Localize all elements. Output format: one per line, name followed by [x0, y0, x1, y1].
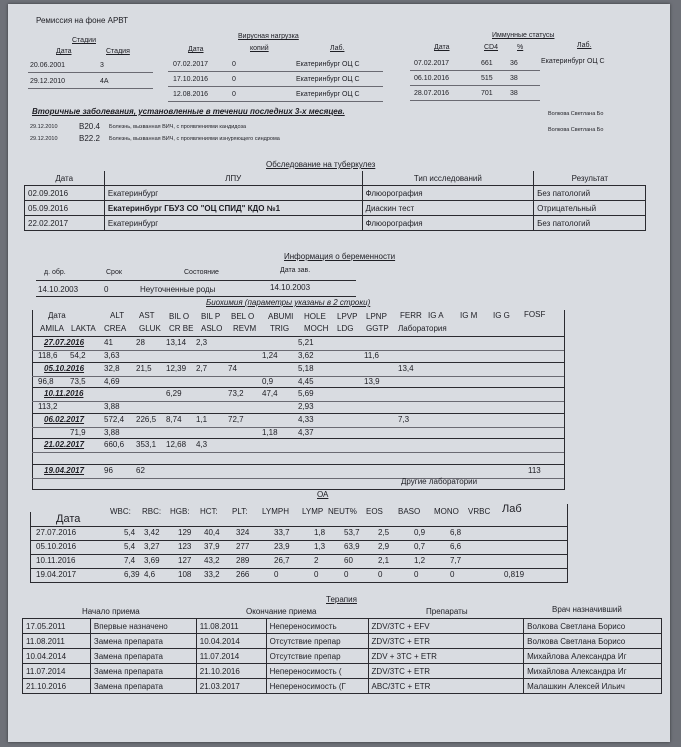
therapy-table: [22, 618, 662, 694]
viral-lab: Екатеринбург ОЦ С: [296, 76, 360, 83]
biochem-value: 71,9: [70, 427, 86, 437]
oa-col: WBC:: [110, 507, 131, 516]
biochem-col: AMILA: [40, 324, 65, 333]
oa-value: 23,9: [274, 542, 290, 551]
therapy-start-date: 11.07.2014: [23, 664, 91, 679]
oa-col: Лаб: [502, 503, 522, 515]
therapy-drugs: ZDV + 3TC + ETR: [368, 649, 524, 664]
pregnancy-title: Информация о беременности: [284, 252, 396, 261]
biochem-col: CREA: [104, 324, 127, 333]
biochem-value: 72,7: [228, 414, 244, 424]
therapy-col-end: Окончание приема: [246, 607, 317, 616]
pregnancy-col-state: Состояние: [184, 269, 219, 276]
therapy-end-date: 10.04.2014: [196, 634, 266, 649]
biochem-value: 12,39: [166, 363, 187, 373]
biochem-date: 21.02.2017: [44, 440, 85, 449]
biochem-value: 3,88: [104, 402, 120, 411]
secondary-text: Болезнь, вызванная ВИЧ, с проявлениями кандидоза: [109, 124, 247, 130]
viral-date: 07.02.2017: [173, 61, 209, 68]
biochem-value: 73,5: [70, 376, 86, 386]
oa-value: 5,4: [124, 528, 136, 537]
biochem-value: 6,29: [166, 389, 182, 398]
therapy-start-reason: Замена препарата: [90, 679, 196, 694]
therapy-title: Терапия: [326, 595, 357, 604]
stages-title: Стадии: [72, 37, 96, 44]
immune-percent: 36: [510, 60, 518, 67]
oa-value: 6,39: [124, 570, 140, 579]
pregnancy-col-close: Дата зав.: [280, 267, 311, 274]
biochem-value: 4,33: [298, 414, 314, 424]
biochem-col: BIL P: [201, 312, 221, 321]
biochem-value: 7,3: [398, 414, 410, 424]
stages-col-stage: Стадия: [106, 48, 130, 55]
biochem-date: 19.04.2017: [44, 465, 85, 475]
page-title: Ремиссия на фоне АРВТ: [36, 16, 128, 25]
oa-col: VRBC: [468, 507, 491, 516]
oa-value: 123: [178, 542, 192, 551]
therapy-drugs: ZDV/3TC + ETR: [368, 664, 524, 679]
pregnancy-date: 14.10.2003: [38, 285, 79, 294]
oa-value: 10.11.2016: [36, 556, 76, 565]
viral-lab: Екатеринбург ОЦ С: [296, 61, 360, 68]
table-row: [23, 679, 662, 694]
secondary-doctor: Волкова Светлана Бо: [548, 111, 604, 117]
viral-copies: 0: [232, 91, 236, 98]
oa-value: 43,2: [204, 556, 220, 565]
oa-value: 3,69: [144, 556, 160, 565]
tb-date: 05.09.2016: [25, 201, 105, 216]
biochem-value: 47,4: [262, 389, 278, 398]
tb-result: Без патологий: [534, 186, 646, 201]
table-row: [23, 664, 662, 679]
tb-col-result: Результат: [534, 171, 646, 186]
tb-title: Обследование на туберкулез: [266, 160, 376, 169]
biochem-col: LPNP: [366, 312, 387, 321]
stage-value: 4А: [100, 78, 109, 85]
oa-value: 266: [236, 570, 250, 579]
biochem-value: 118,6: [38, 351, 58, 360]
biochem-col: ALT: [110, 311, 125, 320]
oa-value: 33,2: [204, 570, 220, 579]
viral-col-date: Дата: [188, 46, 204, 53]
biochem-value: 11,6: [364, 351, 379, 360]
document-sheet: [8, 4, 670, 742]
therapy-end-reason: Непереносимость: [266, 619, 368, 634]
therapy-start-reason: Замена препарата: [90, 664, 196, 679]
stages-col-date: Дата: [56, 48, 72, 55]
biochem-value: 660,6: [104, 440, 125, 449]
oa-value: 127: [178, 556, 192, 565]
viral-date: 12.08.2016: [173, 91, 209, 98]
biochem-title: Биохимия (параметры указаны в 2 строки): [206, 298, 371, 307]
oa-value: 108: [178, 570, 192, 579]
biochem-col: TRIG: [270, 324, 290, 333]
therapy-end-date: 11.07.2014: [196, 649, 266, 664]
oa-value: 6,8: [450, 528, 462, 537]
oa-value: 0,819: [504, 570, 525, 579]
oa-value: 0: [344, 570, 349, 579]
oa-value: 4,6: [144, 570, 156, 579]
biochem-col: LPVP: [337, 312, 358, 321]
biochem-value: 12,68: [166, 440, 187, 449]
secondary-date: 29.12.2010: [30, 124, 58, 130]
oa-col: LYMPH: [262, 507, 289, 516]
biochem-value: 4,45: [298, 376, 314, 386]
biochem-value: 28: [136, 338, 145, 347]
biochem-value: 21,5: [136, 363, 152, 373]
therapy-doctor: Волкова Светлана Борисо: [524, 634, 662, 649]
biochem-col: IG M: [460, 311, 478, 320]
oa-value: 6,6: [450, 542, 462, 551]
therapy-doctor: Малашкин Алексей Ильич: [524, 679, 662, 694]
biochem-col: FERR: [400, 311, 422, 320]
pregnancy-close-date: 14.10.2003: [270, 283, 311, 292]
therapy-start-date: 10.04.2014: [23, 649, 91, 664]
biochem-footer: Другие лаборатории: [401, 477, 478, 486]
oa-value: 7,4: [124, 556, 136, 565]
oa-value: 63,9: [344, 542, 360, 551]
oa-value: 129: [178, 528, 192, 537]
therapy-end-date: 21.03.2017: [196, 679, 266, 694]
therapy-start-date: 17.05.2011: [23, 619, 91, 634]
biochem-value: 74: [228, 363, 237, 373]
immune-col-lab: Лаб.: [577, 42, 592, 49]
stage-date: 20.06.2001: [30, 62, 66, 69]
biochem-value: 2,7: [196, 363, 208, 373]
biochem-date: 06.02.2017: [44, 414, 85, 424]
biochem-col: FOSF: [524, 310, 546, 319]
biochem-date: 05.10.2016: [44, 363, 85, 373]
oa-value: 0: [414, 570, 419, 579]
biochem-value: 353,1: [136, 440, 157, 449]
oa-col: HGB:: [170, 507, 190, 516]
oa-value: 5,4: [124, 542, 136, 551]
oa-col: Дата: [56, 513, 81, 525]
therapy-start-date: 21.10.2016: [23, 679, 91, 694]
viral-copies: 0: [232, 76, 236, 83]
biochem-value: 8,74: [166, 414, 182, 424]
oa-col: PLT:: [232, 507, 248, 516]
tb-date: 02.09.2016: [25, 186, 105, 201]
oa-value: 0: [450, 570, 455, 579]
biochem-col: BEL O: [231, 312, 255, 321]
therapy-doctor: Михайлова Александра Иг: [524, 649, 662, 664]
therapy-start-date: 11.08.2011: [23, 634, 91, 649]
biochem-col: AST: [139, 311, 155, 320]
table-row: [23, 634, 662, 649]
oa-value: 26,7: [274, 556, 290, 565]
biochem-col: LAKTA: [71, 324, 96, 333]
tb-col-lpu: ЛПУ: [104, 171, 362, 186]
viral-col-copies: копий: [250, 45, 269, 52]
oa-value: 19.04.2017: [36, 570, 77, 579]
therapy-start-reason: Замена препарата: [90, 634, 196, 649]
oa-value: 0: [378, 570, 383, 579]
viral-col-lab: Лаб.: [330, 45, 345, 52]
biochem-col: BIL O: [169, 312, 190, 321]
biochem-col: LDG: [337, 324, 354, 333]
biochem-col: Лаборатория: [398, 324, 447, 333]
pregnancy-term: 0: [104, 285, 109, 294]
secondary-doctor: Волкова Светлана Бо: [548, 127, 604, 133]
secondary-title: Вторичные заболевания, установленные в течении последних 3-х месяцев.: [32, 107, 345, 116]
oa-value: 0,9: [414, 528, 426, 537]
table-row: [25, 201, 646, 216]
therapy-doctor: Волкова Светлана Борисо: [524, 619, 662, 634]
biochem-value: 1,1: [196, 414, 208, 424]
immune-date: 07.02.2017: [414, 60, 450, 67]
biochem-value: 41: [104, 338, 113, 347]
oa-value: 1,8: [314, 528, 326, 537]
therapy-drugs: ZDV/3TC + EFV: [368, 619, 524, 634]
tb-result: Отрицательный: [534, 201, 646, 216]
biochem-value: 73,2: [228, 389, 244, 398]
therapy-drugs: ZDV/3TC + ETR: [368, 634, 524, 649]
viral-date: 17.10.2016: [173, 76, 209, 83]
therapy-end-reason: Непереносимость (: [266, 664, 368, 679]
biochem-col: GLUK: [139, 324, 161, 333]
oa-value: 324: [236, 528, 250, 537]
biochem-value: 572,4: [104, 414, 125, 424]
oa-col: LYMP: [302, 507, 324, 516]
immune-title: Иммунные статусы: [492, 32, 555, 39]
immune-date: 06.10.2016: [414, 75, 450, 82]
oa-value: 2,9: [378, 542, 390, 551]
biochem-value: 13,9: [364, 376, 380, 386]
tb-lpu: Екатеринбург: [104, 186, 362, 201]
viral-copies: 0: [232, 61, 236, 68]
biochem-value: 5,18: [298, 363, 314, 373]
oa-value: 277: [236, 542, 250, 551]
oa-value: 0,7: [414, 542, 426, 551]
oa-value: 60: [344, 556, 353, 565]
biochem-date: 27.07.2016: [44, 338, 85, 347]
biochem-value: 0,9: [262, 376, 274, 386]
tb-date: 22.02.2017: [25, 216, 105, 231]
biochem-value: 3,62: [298, 351, 314, 360]
therapy-end-date: 21.10.2016: [196, 664, 266, 679]
biochem-col: REVM: [233, 324, 257, 333]
biochem-value: 113: [528, 465, 541, 475]
oa-value: 2: [314, 556, 319, 565]
biochem-value: 32,8: [104, 363, 120, 373]
immune-percent: 38: [510, 75, 518, 82]
oa-value: 33,7: [274, 528, 290, 537]
oa-value: 53,7: [344, 528, 360, 537]
biochem-col: GGTP: [366, 324, 389, 333]
biochem-value: 4,3: [196, 440, 208, 449]
oa-value: 289: [236, 556, 250, 565]
biochem-col: IG G: [493, 311, 510, 320]
oa-title: ОА: [317, 490, 329, 499]
biochem-col: MOCH: [304, 324, 329, 333]
table-row: [23, 619, 662, 634]
biochem-value: 3,88: [104, 427, 120, 437]
secondary-code: B20.4: [79, 122, 100, 131]
biochem-col: CR BE: [169, 324, 194, 333]
biochem-value: 62: [136, 465, 145, 475]
immune-col-date: Дата: [434, 44, 450, 51]
biochem-col: ASLO: [201, 324, 223, 333]
biochem-value: 4,69: [104, 376, 120, 386]
oa-value: 40,4: [204, 528, 220, 537]
immune-date: 28.07.2016: [414, 90, 450, 97]
oa-col: EOS: [366, 507, 383, 516]
oa-col: RBC:: [142, 507, 162, 516]
biochem-value: 5,69: [298, 389, 314, 398]
biochem-col: Дата: [48, 311, 66, 320]
biochem-value: 2,93: [298, 402, 314, 411]
biochem-value: 113,2: [38, 402, 58, 411]
tb-type: Диаскин тест: [362, 201, 534, 216]
immune-percent: 38: [510, 90, 518, 97]
secondary-date: 29.12.2010: [30, 136, 58, 142]
table-row: [23, 649, 662, 664]
oa-value: 0: [274, 570, 279, 579]
table-row: [25, 186, 646, 201]
therapy-end-reason: Отсутствие препар: [266, 634, 368, 649]
pregnancy-col-date: д. обр.: [44, 269, 66, 276]
immune-cd4: 515: [481, 75, 493, 82]
stage-value: 3: [100, 62, 104, 69]
biochem-value: 226,5: [136, 414, 157, 424]
oa-value: 1,3: [314, 542, 326, 551]
tb-result: Без патологий: [534, 216, 646, 231]
biochem-col: HOLE: [304, 312, 326, 321]
stage-date: 29.12.2010: [30, 78, 66, 85]
secondary-code: B22.2: [79, 134, 100, 143]
biochem-value: 5,21: [298, 338, 314, 347]
immune-cd4: 661: [481, 60, 493, 67]
biochem-value: 2,3: [196, 338, 208, 347]
oa-value: 7,7: [450, 556, 462, 565]
oa-col: MONO: [434, 507, 459, 516]
table-row: [25, 216, 646, 231]
therapy-end-reason: Непереносимость (Г: [266, 679, 368, 694]
immune-lab: Екатеринбург ОЦ С: [541, 58, 605, 65]
therapy-start-reason: Впервые назначено: [90, 619, 196, 634]
biochem-value: 13,4: [398, 363, 414, 373]
biochem-value: 96: [104, 465, 113, 475]
secondary-text: Болезнь, вызванная ВИЧ, с проявлениями изнуряющего синдрома: [109, 136, 280, 142]
immune-col-cd4: CD4: [484, 44, 499, 51]
tb-col-type: Тип исследований: [362, 171, 534, 186]
oa-value: 27.07.2016: [36, 528, 77, 537]
oa-value: 05.10.2016: [36, 542, 77, 551]
oa-value: 2,5: [378, 528, 390, 537]
tb-type: Флюорография: [362, 186, 534, 201]
therapy-start-reason: Замена препарата: [90, 649, 196, 664]
pregnancy-col-term: Срок: [106, 269, 122, 276]
tb-lpu: Екатеринбург ГБУЗ СО "ОЦ СПИД" КДО №1: [104, 201, 362, 216]
biochem-value: 3,63: [104, 351, 120, 360]
oa-col: NEUT%: [328, 507, 357, 516]
oa-value: 3,27: [144, 542, 160, 551]
oa-value: 1,2: [414, 556, 426, 565]
oa-value: 3,42: [144, 528, 160, 537]
biochem-value: 4,37: [298, 427, 314, 437]
therapy-end-date: 11.08.2011: [196, 619, 266, 634]
oa-value: 0: [314, 570, 319, 579]
biochem-value: 1,24: [262, 351, 278, 360]
therapy-col-drugs: Препараты: [426, 607, 468, 616]
biochem-col: IG A: [428, 311, 444, 320]
therapy-col-doctor: Врач назначивший: [552, 605, 622, 614]
oa-value: 2,1: [378, 556, 390, 565]
pregnancy-state: Неуточненные роды: [140, 285, 216, 294]
therapy-drugs: ABC/3TC + ETR: [368, 679, 524, 694]
tb-table: [24, 171, 646, 231]
biochem-date: 10.11.2016: [44, 389, 84, 398]
biochem-col: ABUMI: [268, 312, 294, 321]
biochem-value: 54,2: [70, 351, 86, 360]
immune-cd4: 701: [481, 90, 493, 97]
tb-type: Флюорография: [362, 216, 534, 231]
viral-lab: Екатеринбург ОЦ С: [296, 91, 360, 98]
biochem-value: 13,14: [166, 338, 187, 347]
therapy-end-reason: Отсутствие препар: [266, 649, 368, 664]
tb-lpu: Екатеринбург: [104, 216, 362, 231]
biochem-value: 1,18: [262, 427, 278, 437]
oa-col: HCT:: [200, 507, 218, 516]
tb-col-date: Дата: [25, 171, 105, 186]
oa-col: BASO: [398, 507, 421, 516]
therapy-doctor: Михайлова Александра Иг: [524, 664, 662, 679]
biochem-value: 96,8: [38, 376, 54, 386]
therapy-col-start: Начало приема: [82, 607, 140, 616]
oa-value: 37,9: [204, 542, 220, 551]
viral-title: Вирусная нагрузка: [238, 33, 299, 40]
immune-col-percent: %: [517, 44, 524, 51]
